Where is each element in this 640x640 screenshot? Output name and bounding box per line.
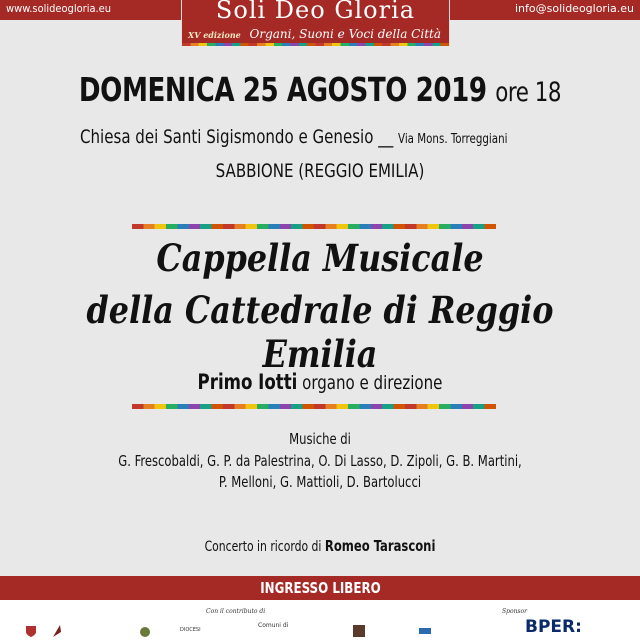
entry-label: INGRESSO LIBERO [259,579,381,597]
diocese-logo-text: DIOCESI [180,627,201,633]
composer-list [45,451,595,493]
composer-line-2: P. Melloni, G. Mattioli, D. Bartolucci [218,473,422,491]
website-link[interactable]: www.solideogloria.eu [6,2,112,15]
divider-bottom [132,404,496,409]
memorial-name: Romeo Tarasconi [324,537,436,555]
colorful-logo-icon [418,624,432,638]
logo-name: Soli Deo Gloria [215,0,416,24]
event-city: SABBIONE (REGGIO EMILIA) [215,160,425,182]
director-name: Primo Iotti [197,370,298,394]
time-text: ore 18 [495,77,562,108]
event-date [38,70,601,109]
logo-rainbow-stripe [182,43,449,46]
sponsor-label: Sponsor [502,608,527,615]
program-heading: Musiche di [289,430,351,448]
email-link[interactable]: info@solideogloria.eu [514,2,634,15]
performer-line-2: della Cattedrale di Reggio Emilia [86,288,554,376]
bper-logo: BPER: [525,617,582,637]
municipal-crest-icon [24,624,38,638]
edition-label: XV edizione [188,30,241,40]
performer-line-1: Cappella Musicale [156,236,484,280]
venue-name: Chiesa dei Santi Sigismondo e Genesio [80,126,374,148]
festival-logo [181,0,450,46]
diocese-crest-icon [138,624,152,638]
director-role: organo e direzione [302,372,443,394]
memorial-text: Concerto in ricordo di [204,539,322,555]
memorial-dedication [45,537,595,555]
sponsor-footer [0,600,640,640]
composer-line-1: G. Frescobaldi, G. P. da Palestrina, O. Di Lasso, D. Zipoli, G. B. Martini, [118,452,522,470]
municipalities-label: Comuni di [258,622,289,629]
portrait-logo-icon [352,624,366,638]
logo-subtitle: Organi, Suoni e Voci della Città [249,27,441,41]
contributors-label: Con il contributo di [206,608,266,615]
entry-banner [0,576,640,600]
feather-logo-icon [50,624,64,638]
divider-top [132,224,496,229]
venue-address: Via Mons. Torreggiani [398,132,508,147]
date-text: DOMENICA 25 AGOSTO 2019 [78,70,487,109]
venue-line: Chiesa dei Santi Sigismondo e Genesio __ Via Mons. Torreggiani [80,126,508,148]
director-line [38,370,601,394]
